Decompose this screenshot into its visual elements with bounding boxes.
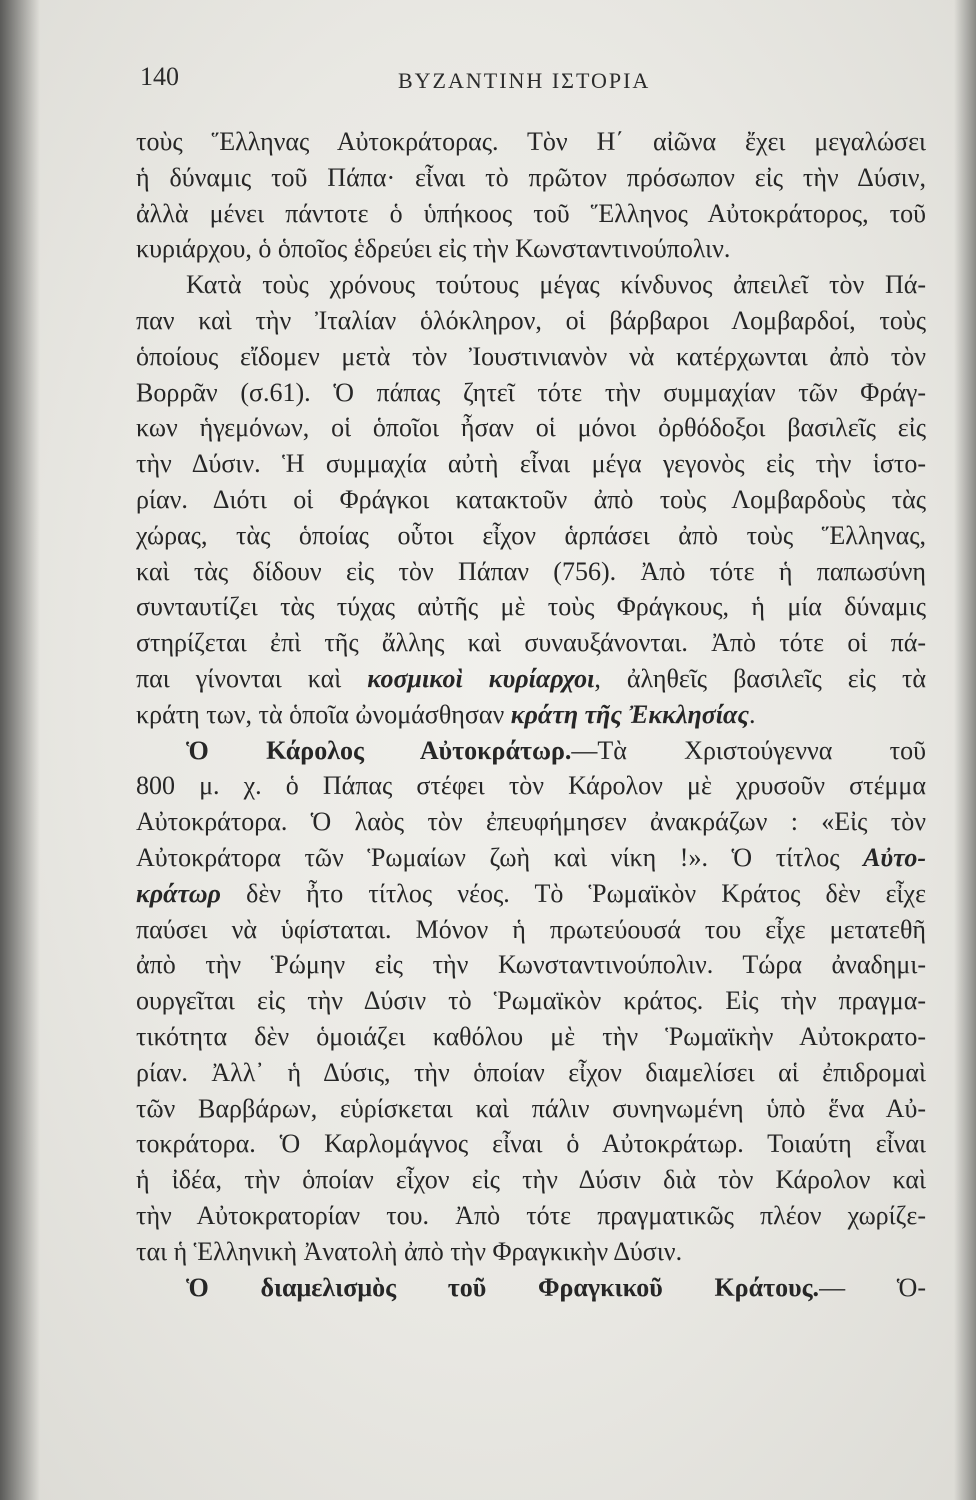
section-heading: Ὁ διαμελισμὸς τοῦ Φραγκικοῦ Κράτους. [186,1272,820,1302]
text-line: ουργεῖται εἰς τὴν Δύσιν τὸ Ῥωμαϊκὸν κράτος. Εἰς τὴν πραγμα- [136,986,926,1016]
text-fragment: κράτη των, τὰ ὁποῖα ὠνομάσθησαν [136,699,511,729]
text-fragment: — Ὁ- [819,1272,926,1302]
text-line [136,876,926,912]
text-line: ἡ ἰδέα, τὴν ὁποίαν εἶχον εἰς τὴν Δύσιν διὰ τὸν Κάρολον καὶ [136,1165,926,1195]
text-line: κων ἡγεμόνων, οἱ ὁποῖοι ἦσαν οἱ μόνοι ὀρθόδοξοι βασιλεῖς εἰς [136,413,926,443]
text-line [136,661,926,697]
page-header [140,62,920,102]
emphasis-text: κοσμικοὶ κυρίαρχοι [367,663,595,693]
emphasis-text: κράτωρ [136,878,221,908]
text-line: παύσει νὰ ὑφίσταται. Μόνον ἡ πρωτεύουσά του εἶχε μετατεθῆ [136,914,926,944]
text-line [136,697,926,733]
text-fragment: παι γίνονται καὶ [136,663,368,693]
text-line: τοὺς Ἕλληνας Αὐτοκράτορας. Τὸν Η΄ αἰῶνα ἔχει μεγαλώσει [136,127,926,156]
text-line: Βορρᾶν (σ.61). Ὁ πάπας ζητεῖ τότε τὴν συμμαχίαν τῶν Φράγ- [136,377,926,407]
emphasis-text: κράτη τῆς Ἐκκλησίας [510,699,749,729]
text-line: ἀλλὰ μένει πάντοτε ὁ ὑπήκοος τοῦ Ἕλληνος Αὐτοκράτορος, τοῦ [136,198,926,228]
text-line [136,840,926,876]
text-line: κυριάρχου, ὁ ὁποῖος ἑδρεύει εἰς τὴν Κωνσταντινούπολιν. [136,234,731,264]
text-line: τοκράτορα. Ὁ Καρλομάγνος εἶναι ὁ Αὐτοκράτωρ. Τοιαύτη εἶναι [136,1129,926,1159]
text-line [136,1270,926,1306]
edge-shadow [954,0,976,1500]
text-line [136,733,926,769]
running-title: ΒΥΖΑΝΤΙΝΗ ΙΣΤΟΡΙΑ [398,68,651,93]
body-text [136,124,926,1305]
text-fragment: —Τὰ Χριστούγεννα τοῦ [571,735,926,765]
page-number: 140 [140,62,179,91]
text-line: συνταυτίζει τὰς τύχας αὐτῆς μὲ τοὺς Φράγκους, ἡ μία δύναμις [136,592,926,622]
binding-shadow [0,0,40,1500]
text-line: χώρας, τὰς ὁποίας οὗτοι εἶχον ἁρπάσει ἀπὸ τοὺς Ἕλληνας, [136,520,926,550]
text-line: καὶ τὰς δίδουν εἰς τὸν Πάπαν (756). Ἀπὸ τότε ἡ παπωσύνη [136,556,926,586]
text-line: τικότητα δὲν ὁμοιάζει καθόλου μὲ τὴν Ῥωμαϊκὴν Αὐτοκρατο- [136,1021,926,1051]
text-line: τὴν Αὐτοκρατορίαν του. Ἀπὸ τότε πραγματικῶς πλέον χωρίζε- [136,1200,926,1230]
text-line: ἀπὸ τὴν Ῥώμην εἰς τὴν Κωνσταντινούπολιν. Τώρα ἀναδημι- [136,950,926,980]
text-fragment: . [748,699,756,729]
text-fragment: Αὐτοκράτορα τῶν Ῥωμαίων ζωὴ καὶ νίκη !». Ὁ τίτλος [136,842,864,872]
text-line: ἡ δύναμις τοῦ Πάπα· εἶναι τὸ πρῶτον πρόσωπον εἰς τὴν Δύσιν, [136,162,926,192]
text-line: ρίαν. Ἀλλ᾽ ἡ Δύσις, τὴν ὁποίαν εἶχον διαμελίσει αἱ ἐπιδρομαὶ [136,1057,926,1087]
text-line: παν καὶ τὴν Ἰταλίαν ὁλόκληρον, οἱ βάρβαροι Λομβαρδοί, τοὺς [136,305,926,335]
text-line: 800 μ. χ. ὁ Πάπας στέφει τὸν Κάρολον μὲ χρυσοῦν στέμμα [136,771,926,801]
text-line: στηρίζεται ἐπὶ τῆς ἄλλης καὶ συναυξάνονται. Ἀπὸ τότε οἱ πά- [136,628,926,658]
text-line: τὴν Δύσιν. Ἡ συμμαχία αὐτὴ εἶναι μέγα γεγονὸς εἰς τὴν ἱστο- [136,449,926,479]
text-line: Κατὰ τοὺς χρόνους τούτους μέγας κίνδυνος ἀπειλεῖ τὸν Πά- [186,270,926,300]
emphasis-text: Αὐτο- [863,842,926,872]
text-line: Αὐτοκράτορα. Ὁ λαὸς τὸν ἐπευφήμησεν ἀνακράζων : «Εἰς τὸν [136,807,926,837]
text-line: ὁποίους εἴδομεν μετὰ τὸν Ἰουστινιανὸν νὰ κατέρχωνται ἀπὸ τὸν [136,341,926,371]
text-line: ρίαν. Διότι οἱ Φράγκοι κατακτοῦν ἀπὸ τοὺς Λομβαρδοὺς τὰς [136,484,926,514]
text-fragment: δὲν ἦτο τίτλος νέος. Τὸ Ῥωμαϊκὸν Κράτος δὲν εἶχε [220,878,926,908]
section-heading: Ὁ Κάρολος Αὐτοκράτωρ. [186,735,572,765]
text-fragment: , ἀληθεῖς βασιλεῖς εἰς τὰ [594,663,927,693]
text-line: ται ἡ Ἑλληνικὴ Ἀνατολὴ ἀπὸ τὴν Φραγκικὴν Δύσιν. [136,1236,683,1266]
text-line: τῶν Βαρβάρων, εὑρίσκεται καὶ πάλιν συνηνωμένη ὑπὸ ἕνα Αὐ- [136,1093,926,1123]
